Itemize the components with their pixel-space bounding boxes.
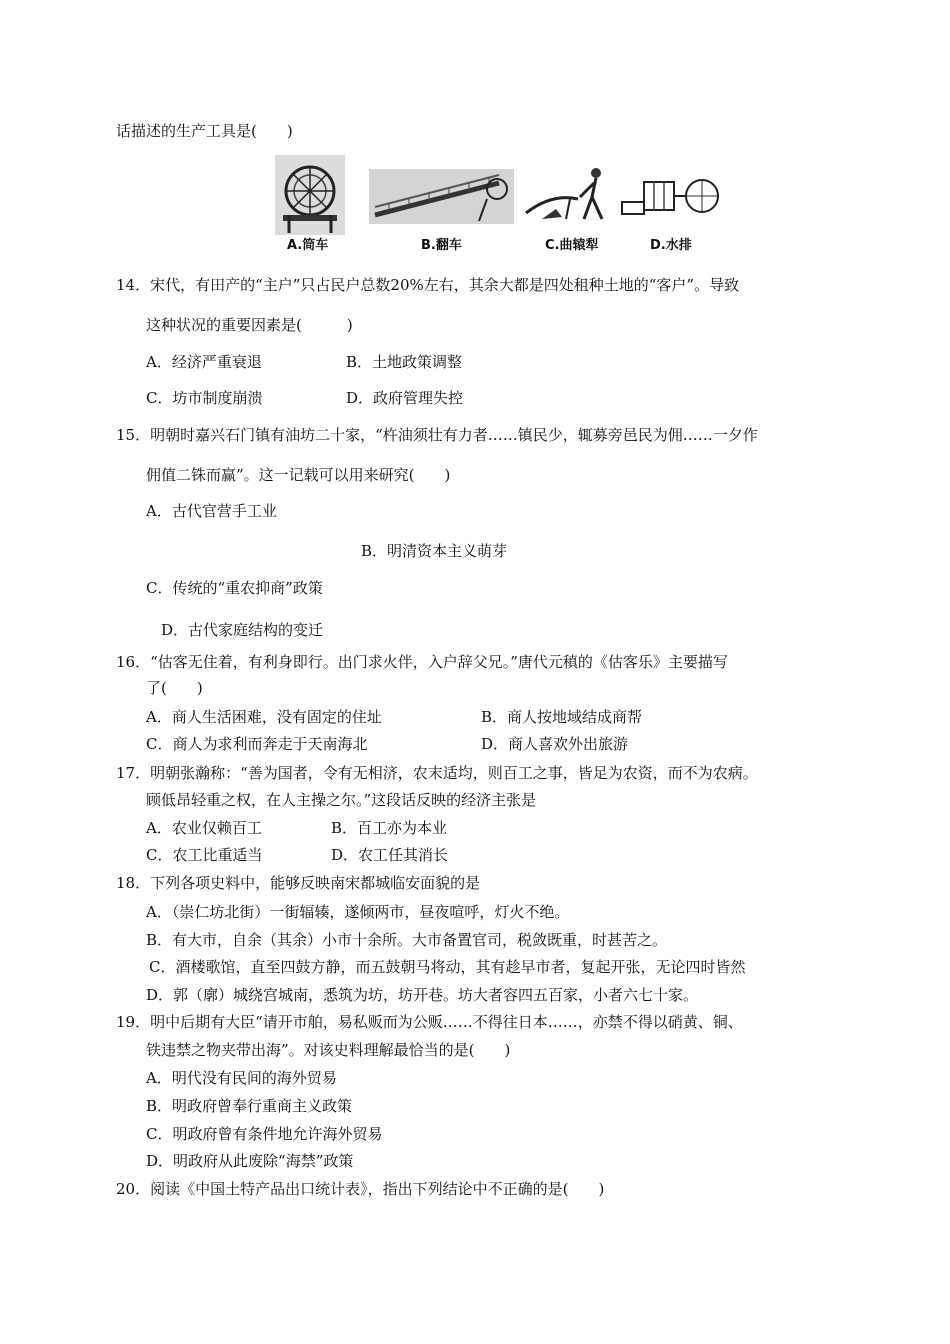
q18-stem: 18．下列各项史料中，能够反映南宋都城临安面貌的是	[116, 874, 481, 892]
q19-option-c: C．明政府曾有条件地允许海外贸易	[146, 1125, 383, 1143]
q16-option-c: C．商人为求利而奔走于天南海北	[146, 735, 368, 753]
q15-stem-line2: 佣值二铢而赢”。这一记载可以用来研究( )	[146, 466, 451, 484]
q14-option-c: C．坊市制度崩溃	[146, 389, 263, 407]
q19-option-a: A．明代没有民间的海外贸易	[146, 1069, 337, 1087]
q13-stem-tail: 话描述的生产工具是( )	[116, 122, 293, 140]
waterwheel-icon	[275, 155, 345, 235]
q18-option-b: B．有大市，自余（其余）小市十余所。大市备置官司，税敛既重，时甚苦之。	[146, 931, 668, 949]
q15-option-b: B．明清资本主义萌芽	[361, 542, 508, 560]
q16-stem-line2: 了( )	[146, 679, 203, 697]
q16-option-d: D．商人喜欢外出旅游	[481, 735, 629, 753]
q14-option-a: A．经济严重衰退	[146, 353, 262, 371]
q17-stem-line2: 顾低昂轻重之权，在人主操之尔。”这段话反映的经济主张是	[146, 791, 537, 809]
q15-stem-line1: 15．明朝时嘉兴石门镇有油坊二十家，“杵油须壮有力者……镇民少，辄募旁邑民为佣……一夕作	[116, 426, 758, 444]
q16-option-a: A．商人生活困难，没有固定的住址	[146, 708, 382, 726]
option-b-caption: B.翻车	[421, 238, 462, 253]
q19-option-d: D．明政府从此废除“海禁”政策	[146, 1152, 354, 1170]
q16-option-b: B．商人按地域结成商帮	[481, 708, 643, 726]
q15-option-a: A．古代官营手工业	[146, 502, 277, 520]
q14-option-d: D．政府管理失控	[346, 389, 464, 407]
option-d-caption: D.水排	[650, 238, 692, 253]
water-bellows-icon	[618, 172, 720, 218]
q17-option-a: A．农业仅赖百工	[146, 819, 262, 837]
q20-stem: 20．阅读《中国土特产品出口统计表》，指出下列结论中不正确的是( )	[116, 1180, 605, 1198]
q19-stem-line2: 铁违禁之物夹带出海”。对该史料理解最恰当的是( )	[146, 1041, 511, 1059]
q15-option-c: C．传统的“重农抑商”政策	[146, 579, 323, 597]
q18-option-a: A．（崇仁坊北街）一街辐辏，遂倾两市，昼夜喧呼，灯火不绝。	[146, 903, 570, 921]
q17-option-d: D．农工任其消长	[331, 846, 449, 864]
q15-option-d: D．古代家庭结构的变迁	[161, 621, 324, 639]
option-c-caption: C.曲辕犁	[545, 238, 599, 253]
q19-option-b: B．明政府曾奉行重商主义政策	[146, 1097, 353, 1115]
q19-stem-line1: 19．明中后期有大臣“请开市舶，易私贩而为公贩……不得往日本……，亦禁不得以硝黄、铜、	[116, 1013, 743, 1031]
curved-plough-icon	[522, 163, 610, 225]
q17-option-b: B．百工亦为本业	[331, 819, 448, 837]
option-a-caption: A.筒车	[287, 238, 329, 253]
q18-option-c: C．酒楼歌馆，直至四鼓方静，而五鼓朝马将动，其有趁早市者，复起开张，无论四时皆然	[149, 958, 746, 976]
chain-pump-icon	[369, 169, 514, 224]
q14-option-b: B．土地政策调整	[346, 353, 463, 371]
q14-stem-line2: 这种状况的重要因素是( )	[146, 316, 353, 334]
q16-stem-line1: 16．“估客无住着，有利身即行。出门求火伴，入户辞父兄。”唐代元稹的《估客乐》主要描写	[116, 653, 728, 671]
q17-stem-line1: 17．明朝张瀚称：“善为国者，令有无相济，农末适均，则百工之事，皆足为农资，而不为农病。	[116, 764, 758, 782]
q14-stem-line1: 14．宋代，有田产的“主户”只占民户总数20%左右，其余大都是四处租种土地的“客户”。导致	[116, 276, 740, 294]
q17-option-c: C．农工比重适当	[146, 846, 263, 864]
q18-option-d: D．郭（廓）城绕宫城南，悉筑为坊，坊开巷。坊大者容四五百家，小者六七十家。	[146, 986, 699, 1004]
